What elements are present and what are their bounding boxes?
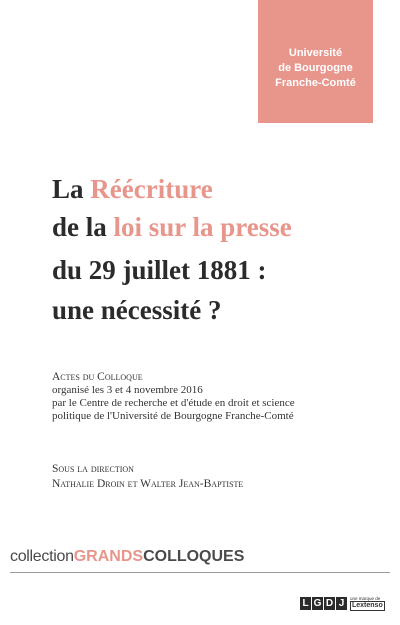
- title-word-loi: loi sur la presse: [113, 212, 292, 242]
- direction-label: Sous la direction: [52, 463, 134, 475]
- lgdj-logo: [300, 597, 348, 610]
- university-box: [258, 0, 373, 123]
- collection-part-2: GRANDS: [73, 548, 144, 565]
- university-line-2: de Bourgogne: [278, 62, 353, 74]
- publisher-tagline: une marque de: [350, 595, 381, 601]
- title-date: 29 juillet 1881: [88, 255, 251, 285]
- title-necessite: une nécessité ?: [52, 295, 222, 325]
- university-name: [258, 46, 373, 91]
- title-word-du: du: [52, 255, 89, 285]
- lgdj-letter: G: [313, 597, 322, 609]
- collection-divider: [10, 572, 390, 573]
- actes-line-4: politique de l'Université de Bourgogne Franche-Comté: [52, 410, 294, 422]
- university-line-3: Franche-Comté: [275, 77, 356, 89]
- title-colon: :: [250, 255, 267, 285]
- title-line-1: [52, 176, 213, 204]
- collection-part-1: collection: [10, 548, 74, 565]
- lgdj-letter: J: [336, 597, 347, 610]
- publisher-brand: Lextenso: [352, 601, 383, 609]
- lextenso-mark: [350, 596, 385, 611]
- title-line-2: [52, 214, 292, 242]
- title-word-la: La: [52, 174, 91, 204]
- collection-part-3: COLLOQUES: [143, 548, 245, 565]
- title-line-3: [52, 257, 267, 285]
- title-line-4: [52, 297, 221, 325]
- university-line-1: Université: [288, 47, 343, 59]
- direction-names: Nathalie Droin et Walter Jean-Baptiste: [52, 478, 244, 490]
- title-word-reecriture: Réécriture: [90, 174, 213, 204]
- title-word-de-la: de la: [52, 212, 114, 242]
- actes-line-3: par le Centre de recherche et d'étude en droit et science: [52, 397, 295, 409]
- collection-name: [10, 547, 244, 567]
- lgdj-letter: L: [300, 597, 311, 610]
- actes-line-2: organisé les 3 et 4 novembre 2016: [52, 384, 203, 396]
- actes-heading: Actes du Colloque: [52, 371, 143, 383]
- direction-block: [52, 462, 243, 492]
- actes-block: [52, 371, 295, 423]
- lgdj-letter: D: [325, 597, 334, 609]
- publisher-logo: [300, 596, 385, 610]
